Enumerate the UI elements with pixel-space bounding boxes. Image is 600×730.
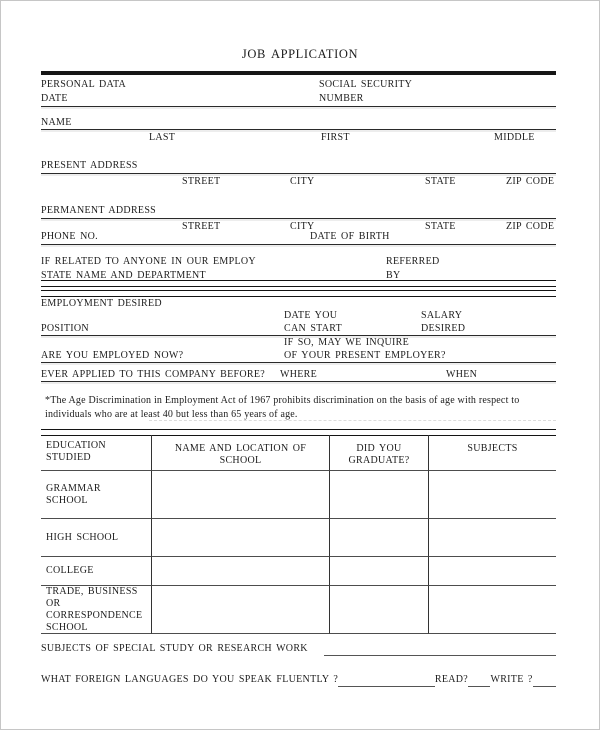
date-you-label-line1: DATE YOU <box>284 310 338 321</box>
inquire-label-line2: OF YOUR PRESENT EMPLOYER? <box>284 350 446 361</box>
education-cell-highschool-graduate[interactable] <box>329 519 428 557</box>
education-row-trade-label: TRADE, BUSINESS OR CORRESPONDENCE SCHOOL <box>41 586 151 634</box>
permanent-state-sublabel: STATE <box>425 221 456 232</box>
languages-label: WHAT FOREIGN LANGUAGES DO YOU SPEAK FLUENTLY ? <box>41 674 339 685</box>
referred-label-line2: BY <box>386 270 401 281</box>
ssn-label-line2: NUMBER <box>319 93 364 104</box>
date-label: DATE <box>41 93 68 104</box>
present-state-sublabel: STATE <box>425 176 456 187</box>
present-street-sublabel: STREET <box>182 176 221 187</box>
name-sublabel-last: LAST <box>149 132 176 143</box>
education-header-col4: SUBJECTS <box>428 435 556 471</box>
related-label-line1: IF RELATED TO ANYONE IN OUR EMPLOY <box>41 256 256 267</box>
education-row-college-label: COLLEGE <box>41 557 151 586</box>
permanent-address-field-line[interactable] <box>41 218 556 219</box>
referred-label-line1: REFERRED <box>386 256 440 267</box>
employment-heading: EMPLOYMENT DESIRED <box>41 298 162 309</box>
education-header-col1: EDUCATION STUDIED <box>41 435 151 471</box>
date-ssn-rule <box>41 106 556 107</box>
dob-label: DATE OF BIRTH <box>310 231 390 242</box>
present-city-sublabel: CITY <box>290 176 315 187</box>
education-row-grammar-label: GRAMMAR SCHOOL <box>41 471 151 519</box>
salary-label-line2: DESIRED <box>421 323 466 334</box>
position-field-line[interactable] <box>41 335 556 336</box>
permanent-street-sublabel: STREET <box>182 221 221 232</box>
read-blank[interactable] <box>468 673 490 687</box>
education-cell-trade-subjects[interactable] <box>428 586 556 634</box>
education-cell-college-subjects[interactable] <box>428 557 556 586</box>
title-thick-rule <box>41 71 556 75</box>
position-label: POSITION <box>41 323 89 334</box>
name-field-line[interactable] <box>41 129 556 130</box>
present-address-label: PRESENT ADDRESS <box>41 160 138 171</box>
education-cell-grammar-graduate[interactable] <box>329 471 428 519</box>
education-cell-grammar-school-name[interactable] <box>151 471 329 519</box>
name-sublabel-first: FIRST <box>321 132 350 143</box>
education-cell-highschool-school-name[interactable] <box>151 519 329 557</box>
personal-data-heading: PERSONAL DATA <box>41 79 127 90</box>
education-cell-highschool-subjects[interactable] <box>428 519 556 557</box>
inquire-label-line1: IF SO, MAY WE INQUIRE <box>284 337 409 348</box>
phone-dob-field-line[interactable] <box>41 244 556 245</box>
present-address-field-line[interactable] <box>41 173 556 174</box>
ever-applied-label: EVER APPLIED TO THIS COMPANY BEFORE? <box>41 369 265 380</box>
languages-row <box>41 673 556 687</box>
name-sublabel-middle: MIDDLE <box>494 132 535 143</box>
employed-now-label: ARE YOU EMPLOYED NOW? <box>41 350 184 361</box>
when-label: WHEN <box>446 369 478 380</box>
languages-blank[interactable] <box>338 673 435 687</box>
salary-label-line1: SALARY <box>421 310 463 321</box>
education-header-col3: DID YOU GRADUATE? <box>329 435 428 471</box>
special-study-row <box>41 642 556 656</box>
age-discrimination-note: *The Age Discrimination in Employment Act of 1967 prohibits discrimination on the basis of age with respect to individuals who are at least 40 but less than 65 years of age. <box>45 395 520 420</box>
write-label: WRITE ? <box>490 674 533 685</box>
permanent-zip-sublabel: ZIP CODE <box>506 221 555 232</box>
ssn-label-line1: SOCIAL SECURITY <box>319 79 413 90</box>
name-label: NAME <box>41 117 72 128</box>
education-cell-trade-graduate[interactable] <box>329 586 428 634</box>
ever-applied-field-line[interactable] <box>41 381 556 382</box>
section-double-rule-bottom <box>41 290 556 297</box>
section-double-rule-top <box>41 280 556 287</box>
read-label: READ? <box>434 674 469 685</box>
permanent-city-sublabel: CITY <box>290 221 315 232</box>
employed-now-field-line[interactable] <box>41 362 556 363</box>
education-header-col2: NAME AND LOCATION OF SCHOOL <box>151 435 329 471</box>
permanent-address-label: PERMANENT ADDRESS <box>41 205 157 216</box>
related-label-line2: STATE NAME AND DEPARTMENT <box>41 270 206 281</box>
education-row-highschool-label: HIGH SCHOOL <box>41 519 151 557</box>
special-study-blank[interactable] <box>324 642 556 656</box>
phone-label: PHONE NO. <box>41 231 98 242</box>
date-you-label-line2: CAN START <box>284 323 343 334</box>
special-study-label: SUBJECTS OF SPECIAL STUDY OR RESEARCH WORK <box>41 643 308 654</box>
education-cell-college-graduate[interactable] <box>329 557 428 586</box>
education-table <box>41 435 556 634</box>
write-blank[interactable] <box>533 673 556 687</box>
education-cell-college-school-name[interactable] <box>151 557 329 586</box>
present-zip-sublabel: ZIP CODE <box>506 176 555 187</box>
where-label: WHERE <box>280 369 318 380</box>
faint-scan-line <box>149 420 556 421</box>
education-cell-grammar-subjects[interactable] <box>428 471 556 519</box>
education-cell-trade-school-name[interactable] <box>151 586 329 634</box>
form-title: JOB APPLICATION <box>241 47 359 61</box>
